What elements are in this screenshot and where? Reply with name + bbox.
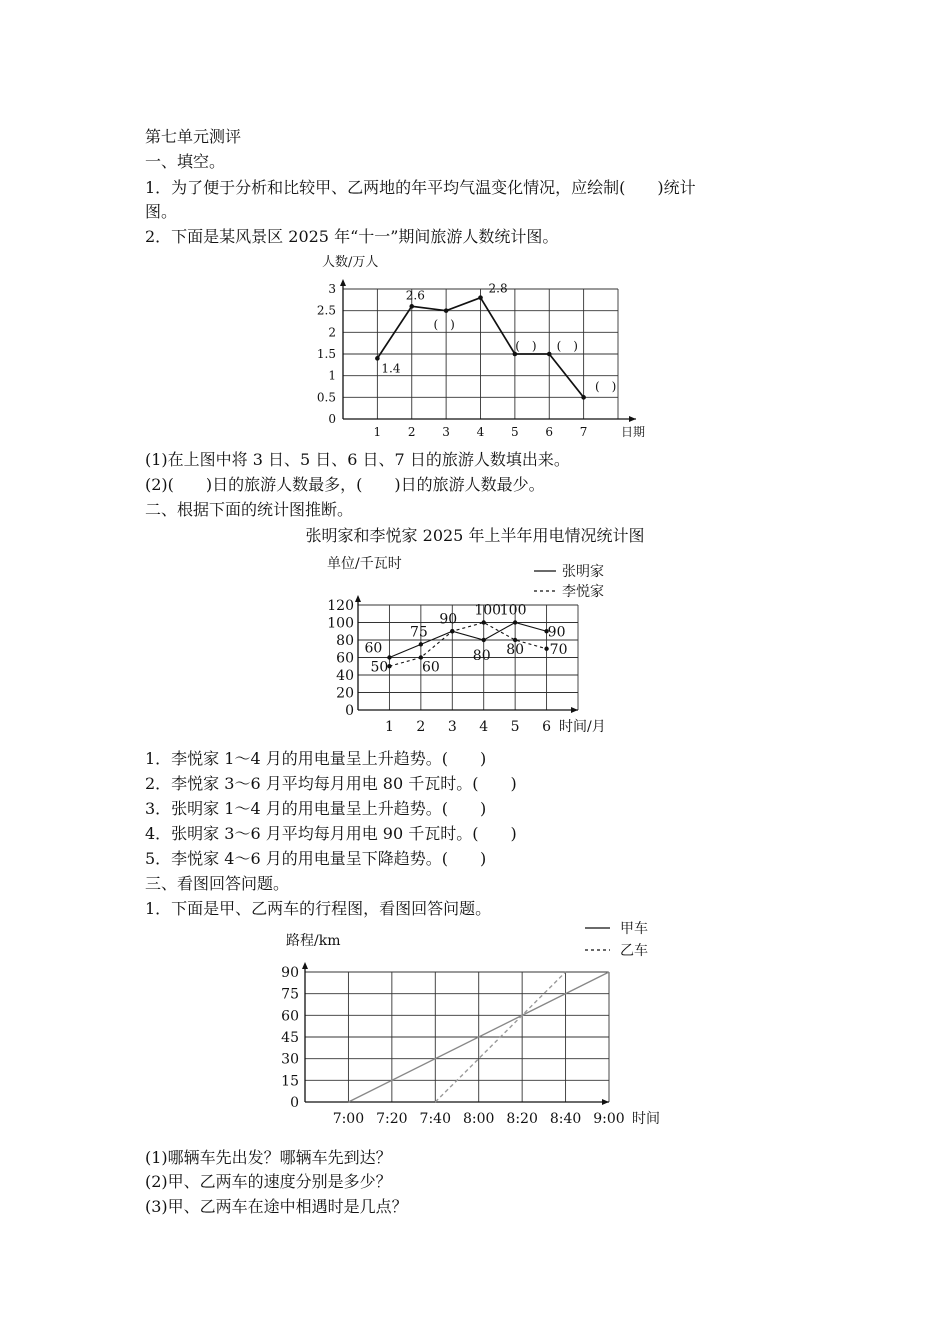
y-tick-label: 60 [281,1008,299,1025]
y-axis-title: 人数/万人 [322,255,379,270]
zhang-data-label: 80 [472,648,491,664]
x-tick-label: 8:00 [462,1111,495,1127]
x-tick-label: 5 [511,425,519,439]
x-axis-title: 时间 [632,1111,660,1127]
section2-heading: 二、根据下面的统计图推断。 [145,500,354,519]
tourism-data-label: 2.8 [488,281,508,296]
section3-heading: 三、看图回答问题。 [145,874,290,893]
li-data-label: 80 [506,642,525,658]
page-title: 第七单元测评 [145,127,242,146]
electricity-chart-title: 张明家和李悦家 2025 年上半年用电情况统计图 [305,526,645,545]
tourism-data-label: ( ) [433,317,455,332]
x-tick-label: 3 [447,719,457,735]
tourism-data-label: 1.4 [381,361,401,376]
q2-sub2: (2)( )日的旅游人数最多，( )日的旅游人数最少。 [145,475,545,494]
y-tick-label: 2.5 [316,303,336,318]
judge-item-3: 3．张明家 1～4 月的用电量呈上升趋势。( ) [145,799,487,818]
legend-label: 甲车 [620,921,648,937]
q1-line1: 1．为了便于分析和比较甲、乙两地的年平均气温变化情况，应绘制( )统计 [145,178,696,197]
section3-sub-2: (2)甲、乙两车的速度分别是多少？ [145,1172,392,1191]
y-tick-label: 1 [328,368,336,383]
section3-q1: 1．下面是甲、乙两车的行程图，看图回答问题。 [145,899,492,918]
x-tick-label: 1 [384,719,394,735]
x-axis-title: 日期 [621,425,646,439]
y-tick-label: 80 [336,633,354,649]
y-tick-label: 120 [327,598,354,614]
y-tick-label: 0 [328,412,336,426]
x-axis-title: 时间/月 [559,719,606,735]
y-tick-label: 30 [281,1051,299,1068]
x-tick-label: 9:00 [593,1111,625,1127]
y-tick-label: 3 [328,282,336,296]
y-tick-label: 75 [281,986,299,1003]
x-tick-label: 2 [407,425,416,439]
y-axis-arrow [302,962,308,969]
li-data-label: 60 [421,659,440,676]
x-axis-arrow [602,1099,609,1105]
x-tick-label: 6 [542,719,552,735]
zhang-data-label: 60 [364,640,383,657]
zhang-data-label: 75 [409,624,428,641]
y-tick-label: 60 [336,650,354,667]
y-axis-title: 路程/km [286,933,341,949]
x-tick-label: 7:40 [419,1111,452,1127]
y-tick-label: 45 [281,1030,299,1046]
x-tick-label: 8:20 [506,1111,538,1127]
y-tick-label: 0 [290,1095,299,1111]
li-data-label: 50 [370,659,389,676]
y-tick-label: 1.5 [316,347,336,361]
q2-text: 2．下面是某风景区 2025 年“十一”期间旅游人数统计图。 [145,227,559,246]
y-tick-label: 40 [336,668,354,684]
legend-label: 乙车 [620,943,648,959]
x-tick-label: 5 [510,719,520,735]
legend-label: 李悦家 [562,584,604,600]
y-tick-label: 2 [328,325,336,340]
x-tick-label: 4 [479,719,489,735]
li-data-label: 100 [474,602,502,619]
zhang-data-label: 100 [499,602,527,619]
x-tick-label: 8:40 [549,1111,582,1127]
zhang-data-label: 90 [547,624,566,641]
y-tick-label: 0 [345,703,354,719]
x-tick-label: 7:00 [332,1111,365,1127]
x-tick-label: 6 [545,425,554,439]
q1-line2: 图。 [145,202,178,221]
legend-label: 张明家 [562,564,604,580]
section3-sub-1: (1)哪辆车先出发？哪辆车先到达？ [145,1148,392,1167]
x-tick-label: 3 [442,425,450,439]
judge-item-5: 5．李悦家 4～6 月的用电量呈下降趋势。( ) [145,849,487,868]
tourism-data-label: ( ) [556,339,578,353]
x-tick-label: 7 [579,425,588,439]
x-tick-label: 4 [476,425,485,439]
y-tick-label: 15 [281,1073,299,1090]
y-tick-label: 20 [336,685,354,702]
tourism-data-label: ( ) [594,379,617,394]
y-tick-label: 0.5 [316,390,336,405]
y-tick-label: 90 [281,965,299,981]
tourism-data-label: ( ) [515,339,537,353]
judge-item-4: 4．张明家 3～6 月平均每月用电 90 千瓦时。( ) [145,824,517,843]
li-data-label: 70 [549,641,568,658]
section3-sub-3: (3)甲、乙两车在途中相遇时是几点？ [145,1197,408,1216]
x-tick-label: 2 [416,719,426,735]
x-tick-label: 1 [373,425,382,439]
section1-heading: 一、填空。 [145,152,226,171]
y-axis-title: 单位/千瓦时 [327,556,402,572]
q2-sub1: (1)在上图中将 3 日、5 日、6 日、7 日的旅游人数填出来。 [145,450,570,469]
judge-item-2: 2．李悦家 3～6 月平均每月用电 80 千瓦时。( ) [145,774,517,793]
tourism-data-label: 2.6 [405,288,425,303]
judge-item-1: 1．李悦家 1～4 月的用电量呈上升趋势。( ) [145,749,487,768]
x-tick-label: 7:20 [376,1111,408,1127]
y-tick-label: 100 [327,615,354,632]
zhang-data-label: 90 [439,611,458,628]
